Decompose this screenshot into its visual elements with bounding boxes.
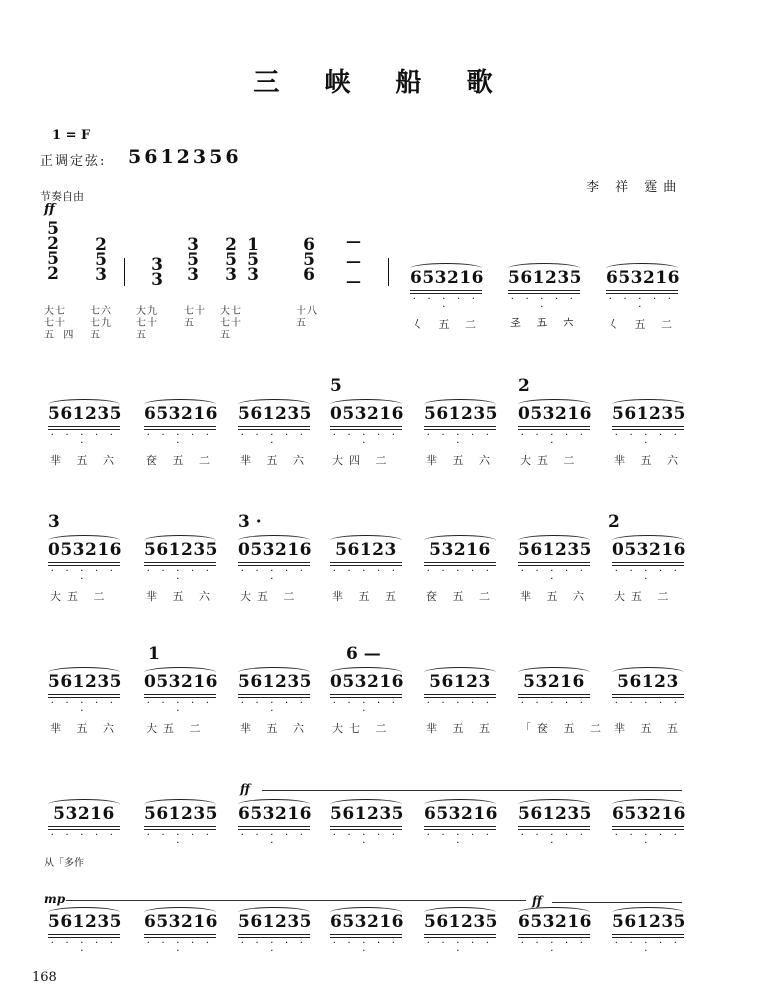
beam (330, 562, 402, 563)
note-cluster (424, 672, 496, 708)
tablature-char: 芈 五 五 (426, 722, 496, 735)
slur (48, 535, 120, 546)
sustain-dash: — (346, 232, 361, 250)
accent-note: 5 (330, 376, 342, 396)
tablature-char: 大九 七十 五 (136, 306, 158, 341)
dynamic-marking: ff (44, 202, 55, 217)
cluster-notes: 053216 (144, 672, 218, 692)
tablature-char: 七十 五 (184, 306, 206, 329)
note-cluster (330, 672, 402, 716)
page-title: 三 峡 船 歌 (253, 68, 511, 98)
beam (508, 290, 580, 291)
note-cluster (424, 540, 496, 576)
beam (518, 426, 590, 427)
free-chord: 3 3 (151, 255, 163, 290)
slur (144, 799, 216, 810)
beam (144, 426, 216, 427)
note-cluster (518, 672, 590, 708)
beam (518, 694, 590, 695)
slur (612, 799, 684, 810)
cluster-notes: 653216 (606, 268, 680, 288)
slur (606, 263, 678, 274)
dynamic-marking: mp (44, 892, 66, 906)
note-cluster (330, 540, 402, 576)
free-chord: 1 5 3 (247, 235, 259, 285)
slur (612, 399, 684, 410)
tuning-label: 正调定弦: (40, 154, 107, 169)
octave-dots: · · · · · · (50, 566, 118, 585)
slur (144, 907, 216, 918)
accent-note: 3 (48, 512, 60, 532)
octave-dots: · · · · · · (332, 430, 400, 449)
octave-dots: · · · · · · (240, 938, 308, 957)
octave-dots: · · · · · · (412, 294, 480, 313)
cluster-notes: 56123 (335, 540, 397, 560)
dynamic-marking: ff (532, 894, 542, 908)
note-cluster (612, 540, 684, 584)
slur (518, 667, 590, 678)
octave-dots: · · · · · · (520, 566, 588, 585)
beam (410, 290, 482, 291)
beam (606, 290, 678, 291)
beam (48, 934, 120, 935)
tablature-char: 「奁 五 二 (520, 722, 607, 735)
slur (330, 907, 402, 918)
sustain-dash: — (346, 272, 361, 290)
slur (330, 667, 402, 678)
slur (238, 399, 310, 410)
accent-note: 6 — (346, 644, 381, 664)
tablature-char: 芈 五 五 (332, 590, 402, 603)
cluster-notes: 653216 (518, 912, 592, 932)
octave-dots: · · · · · · (332, 698, 400, 717)
tablature-char: 𡿨 五 二 (608, 318, 678, 331)
note-cluster (238, 540, 310, 584)
accent-note: 3 · (238, 512, 262, 532)
tablature-char: 大五 二 (520, 454, 581, 467)
octave-dots: · · · · · · (240, 566, 308, 585)
slur (612, 907, 684, 918)
octave-dots: · · · · · (50, 830, 118, 841)
note-cluster (330, 404, 402, 448)
octave-dots: · · · · · · (146, 830, 214, 849)
beam (144, 826, 216, 827)
beam (612, 934, 684, 935)
tablature-char: 七六 七九 五 (90, 306, 112, 341)
beam (424, 934, 496, 935)
beam (144, 562, 216, 563)
octave-dots: · · · · · · (50, 430, 118, 449)
note-cluster (144, 404, 216, 448)
slur (330, 399, 402, 410)
cluster-notes: 561235 (144, 540, 218, 560)
octave-dots: · · · · · · (510, 294, 578, 313)
tablature-char: 𢀖 五 六 (510, 316, 580, 329)
tablature-char: 芈 五 六 (146, 590, 216, 603)
beam (518, 562, 590, 563)
octave-dots: · · · · · · (332, 830, 400, 849)
slur (238, 667, 310, 678)
slur (48, 799, 120, 810)
octave-dots: · · · · · (426, 566, 494, 577)
slur (238, 799, 310, 810)
octave-dots: · · · · · · (614, 430, 682, 449)
cluster-notes: 561235 (48, 672, 122, 692)
cluster-notes: 053216 (238, 540, 312, 560)
octave-dots: · · · · · · (614, 566, 682, 585)
tablature-char: 大五 二 (614, 590, 675, 603)
octave-dots: · · · · · · (146, 938, 214, 957)
slur (612, 535, 684, 546)
cluster-notes: 561235 (48, 912, 122, 932)
tablature-char: 大七 七十 五 四 (44, 306, 75, 341)
slur (424, 799, 496, 810)
beam (612, 426, 684, 427)
beam (424, 426, 496, 427)
beam (424, 826, 496, 827)
octave-dots: · · · · · · (520, 430, 588, 449)
note-cluster (518, 912, 590, 956)
slur (410, 263, 482, 274)
tablature-char: 大七 二 (332, 722, 393, 735)
beam (48, 694, 120, 695)
note-cluster (238, 912, 310, 956)
tablature-char: 𡿨 五 二 (412, 318, 482, 331)
note-cluster (48, 404, 120, 448)
octave-dots: · · · · · · (614, 938, 682, 957)
tuning-notes: 5612356 (128, 146, 242, 168)
note-cluster (238, 672, 310, 716)
note-cluster (144, 672, 216, 716)
note-cluster (144, 912, 216, 956)
slur (518, 535, 590, 546)
slur (330, 535, 402, 546)
slur (424, 535, 496, 546)
hairpin (66, 900, 526, 901)
slur (424, 907, 496, 918)
slur (48, 907, 120, 918)
cluster-notes: 653216 (410, 268, 484, 288)
slur (424, 399, 496, 410)
beam (518, 826, 590, 827)
free-chord: 5 2 5 2 (47, 219, 59, 284)
note-cluster (612, 404, 684, 448)
key-signature: 1 = F (52, 128, 91, 143)
octave-dots: · · · · · · (426, 430, 494, 449)
hairpin (262, 790, 682, 791)
sustain-dash: — (346, 252, 361, 270)
tempo-marking: 节奏自由 (40, 190, 84, 203)
dynamic-marking: ff (240, 782, 250, 796)
cluster-notes: 561235 (238, 672, 312, 692)
octave-dots: · · · · · · (146, 430, 214, 449)
accent-note: 2 (608, 512, 620, 532)
tablature-char: 芈 五 六 (240, 454, 310, 467)
octave-dots: · · · · · · (146, 566, 214, 585)
cluster-notes: 053216 (518, 404, 592, 424)
octave-dots: · · · · · · (146, 698, 214, 717)
tablature-char: 芈 五 六 (614, 454, 684, 467)
free-chord: 2 5 3 (225, 235, 237, 285)
note-cluster (612, 672, 684, 708)
octave-dots: · · · · · (614, 698, 682, 709)
accent-note: 1 (148, 644, 160, 664)
octave-dots: · · · · · (520, 698, 588, 709)
cluster-notes: 53216 (53, 804, 115, 824)
bar-line (388, 258, 389, 286)
tablature-char: 奁 五 二 (146, 454, 216, 467)
note-cluster (424, 912, 496, 956)
slur (518, 799, 590, 810)
note-cluster (238, 804, 310, 848)
beam (144, 934, 216, 935)
note-cluster (606, 268, 678, 312)
beam (238, 426, 310, 427)
slur (518, 399, 590, 410)
beam (238, 826, 310, 827)
note-cluster (48, 912, 120, 956)
slur (144, 667, 216, 678)
octave-dots: · · · · · · (240, 830, 308, 849)
tablature-char: 大四 二 (332, 454, 393, 467)
tablature-char: 芈 五 六 (240, 722, 310, 735)
composer: 李 祥 霆曲 (586, 180, 683, 195)
octave-dots: · · · · · · (240, 430, 308, 449)
cluster-notes: 56123 (617, 672, 679, 692)
cluster-notes: 561235 (238, 912, 312, 932)
beam (48, 562, 120, 563)
cluster-notes: 561235 (612, 912, 686, 932)
beam (518, 934, 590, 935)
tablature-char: 奁 五 二 (426, 590, 496, 603)
note-cluster (144, 540, 216, 584)
note-cluster (508, 268, 580, 312)
slur (518, 907, 590, 918)
note-cluster (518, 804, 590, 848)
cluster-notes: 53216 (523, 672, 585, 692)
beam (330, 694, 402, 695)
beam (48, 426, 120, 427)
cluster-notes: 053216 (48, 540, 122, 560)
cluster-notes: 561235 (612, 404, 686, 424)
octave-dots: · · · · · (426, 698, 494, 709)
beam (424, 562, 496, 563)
cluster-notes: 053216 (330, 672, 404, 692)
beam (612, 826, 684, 827)
slur (48, 667, 120, 678)
beam (612, 562, 684, 563)
free-chord: 6 5 6 (303, 235, 315, 285)
page-number: 168 (32, 970, 57, 985)
cluster-notes: 561235 (518, 804, 592, 824)
slur (144, 399, 216, 410)
accent-note: 2 (518, 376, 530, 396)
octave-dots: · · · · · · (520, 938, 588, 957)
octave-dots: · · · · · (332, 566, 400, 577)
octave-dots: · · · · · · (614, 830, 682, 849)
note-cluster (330, 912, 402, 956)
beam (330, 934, 402, 935)
octave-dots: · · · · · · (240, 698, 308, 717)
beam (330, 826, 402, 827)
slur (612, 667, 684, 678)
tablature-char: 大五 二 (146, 722, 207, 735)
cluster-notes: 653216 (144, 912, 218, 932)
octave-dots: · · · · · · (520, 830, 588, 849)
cluster-notes: 653216 (144, 404, 218, 424)
note-cluster (48, 804, 120, 840)
cluster-notes: 053216 (330, 404, 404, 424)
cluster-notes: 561235 (518, 540, 592, 560)
cluster-notes: 561235 (424, 404, 498, 424)
beam (144, 694, 216, 695)
cluster-notes: 561235 (424, 912, 498, 932)
cluster-notes: 561235 (144, 804, 218, 824)
octave-dots: · · · · · · (426, 830, 494, 849)
slur (238, 535, 310, 546)
bar-line (124, 258, 125, 286)
note-cluster (144, 804, 216, 848)
beam (330, 426, 402, 427)
cluster-notes: 653216 (612, 804, 686, 824)
tablature-char: 芈 五 六 (426, 454, 496, 467)
note-cluster (48, 672, 120, 716)
beam (424, 694, 496, 695)
note-cluster (612, 804, 684, 848)
cluster-notes: 653216 (330, 912, 404, 932)
beam (238, 694, 310, 695)
cluster-notes: 053216 (612, 540, 686, 560)
octave-dots: · · · · · · (608, 294, 676, 313)
cluster-notes: 561235 (48, 404, 122, 424)
beam (238, 562, 310, 563)
slur (424, 667, 496, 678)
tablature-char: 芈 五 五 (614, 722, 684, 735)
tablature-char: 十八 五 (296, 306, 318, 329)
slur (330, 799, 402, 810)
beam (238, 934, 310, 935)
cluster-notes: 561235 (238, 404, 312, 424)
note-cluster (424, 404, 496, 448)
note-cluster (330, 804, 402, 848)
slur (48, 399, 120, 410)
note-cluster (518, 540, 590, 584)
beam (612, 694, 684, 695)
note-cluster (48, 540, 120, 584)
note-cluster (424, 804, 496, 848)
performance-note: 从「多作 (44, 858, 84, 869)
cluster-notes: 561235 (508, 268, 582, 288)
slur (508, 263, 580, 274)
tablature-char: 大五 二 (240, 590, 301, 603)
octave-dots: · · · · · · (426, 938, 494, 957)
hairpin (552, 902, 682, 903)
cluster-notes: 653216 (424, 804, 498, 824)
tablature-char: 芈 五 六 (50, 454, 120, 467)
octave-dots: · · · · · · (50, 938, 118, 957)
beam (48, 826, 120, 827)
slur (144, 535, 216, 546)
cluster-notes: 53216 (429, 540, 491, 560)
cluster-notes: 56123 (429, 672, 491, 692)
octave-dots: · · · · · · (332, 938, 400, 957)
tablature-char: 芈 五 六 (50, 722, 120, 735)
tablature-char: 芈 五 六 (520, 590, 590, 603)
slur (238, 907, 310, 918)
note-cluster (410, 268, 482, 312)
free-chord: 3 5 3 (187, 235, 199, 285)
cluster-notes: 653216 (238, 804, 312, 824)
tablature-char: 大七 七十 五 (220, 306, 242, 341)
octave-dots: · · · · · · (50, 698, 118, 717)
tablature-char: 大五 二 (50, 590, 111, 603)
free-chord: 2 5 3 (95, 235, 107, 285)
note-cluster (518, 404, 590, 448)
note-cluster (612, 912, 684, 956)
cluster-notes: 561235 (330, 804, 404, 824)
note-cluster (238, 404, 310, 448)
